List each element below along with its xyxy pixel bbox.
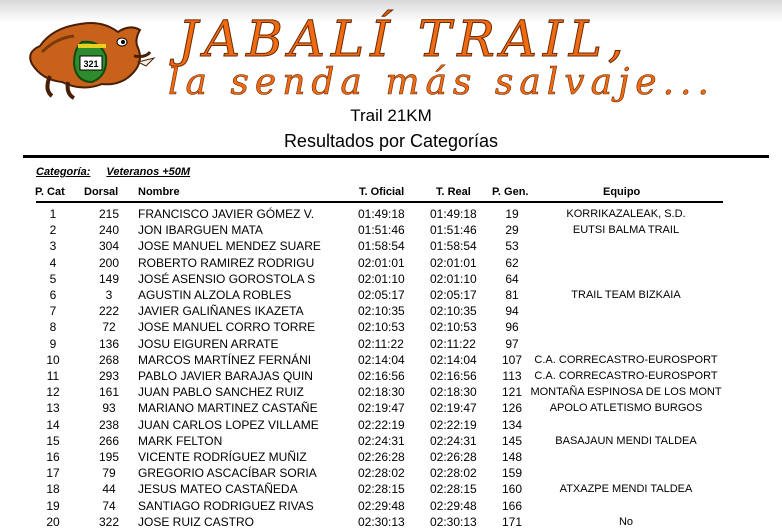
cell-treal: 01:51:46 — [430, 223, 477, 238]
cell-treal: 02:22:19 — [430, 417, 477, 432]
cell-dorsal: 79 — [102, 466, 116, 481]
cell-dorsal: 136 — [98, 336, 120, 351]
cell-toficial: 02:18:30 — [358, 385, 405, 400]
cell-nombre: FRANCISCO JAVIER GÓMEZ V. — [138, 207, 315, 221]
cell-pgen: 97 — [505, 336, 519, 351]
cell-pcat: 4 — [49, 255, 57, 270]
cell-toficial: 02:10:35 — [358, 304, 405, 319]
cell-toficial: 01:58:54 — [358, 239, 405, 254]
cell-treal: 02:18:30 — [430, 385, 477, 400]
cell-pcat: 15 — [46, 433, 60, 448]
header-divider — [23, 155, 769, 158]
table-row — [0, 417, 782, 433]
cell-pgen: 29 — [505, 223, 519, 238]
cell-pcat: 13 — [46, 401, 60, 416]
cell-nombre: JUAN PABLO SANCHEZ RUIZ — [138, 385, 304, 400]
cell-dorsal: 195 — [98, 450, 120, 464]
cell-dorsal: 149 — [98, 271, 120, 286]
cell-pcat: 18 — [46, 482, 60, 497]
column-header-equipo: Equipo — [603, 186, 641, 198]
boar-mascot-logo — [22, 12, 172, 102]
column-header-toficial: T. Oficial — [359, 186, 405, 198]
cell-toficial: 02:01:01 — [358, 255, 405, 270]
cell-pcat: 5 — [49, 271, 57, 286]
cell-treal: 02:10:35 — [430, 304, 477, 319]
mascot-bib-number: 321 — [83, 59, 99, 69]
cell-toficial: 02:14:04 — [358, 352, 405, 367]
event-title: Trail 21KM — [350, 106, 432, 125]
cell-nombre: JESUS MATEO CASTAÑEDA — [138, 482, 298, 497]
cell-equipo: KORRIKAZALEAK, S.D. — [566, 208, 686, 220]
cell-toficial: 02:29:48 — [358, 498, 405, 513]
cell-toficial: 02:16:56 — [358, 369, 405, 383]
table-header-divider — [36, 201, 723, 203]
table-row — [0, 255, 782, 271]
table-row — [0, 352, 782, 368]
cell-nombre: JON IBARGUEN MATA — [138, 223, 263, 238]
cell-dorsal: 44 — [102, 482, 116, 497]
cell-treal: 02:11:22 — [430, 336, 476, 351]
cell-pcat: 19 — [46, 498, 60, 513]
cell-pgen: 166 — [501, 498, 523, 513]
cell-pcat: 7 — [49, 304, 57, 319]
cell-treal: 02:10:53 — [430, 320, 477, 335]
cell-pgen: 113 — [502, 369, 522, 383]
table-row — [0, 481, 782, 497]
cell-pgen: 81 — [505, 288, 519, 302]
table-row — [0, 238, 782, 254]
cell-equipo: MONTAÑA ESPINOSA DE LOS MONT — [530, 386, 722, 399]
cell-dorsal: 72 — [102, 320, 116, 335]
table-row — [0, 498, 782, 514]
cell-dorsal: 293 — [98, 369, 120, 383]
cell-toficial: 02:24:31 — [358, 433, 405, 448]
cell-dorsal: 93 — [102, 401, 116, 416]
cell-pgen: 121 — [501, 385, 523, 400]
category-label: Categoría: — [36, 166, 91, 178]
cell-treal: 02:16:56 — [430, 369, 477, 383]
cell-nombre: MARK FELTON — [138, 433, 223, 448]
cell-pcat: 9 — [49, 336, 57, 351]
cell-treal: 02:19:47 — [430, 401, 477, 416]
page-subtitle: Resultados por Categorías — [283, 131, 499, 151]
cell-dorsal: 238 — [98, 417, 120, 432]
cell-nombre: ROBERTO RAMIREZ RODRIGU — [138, 255, 315, 270]
cell-toficial: 02:26:28 — [358, 450, 405, 464]
cell-pcat: 14 — [46, 417, 60, 432]
cell-pgen: 94 — [505, 304, 519, 319]
cell-treal: 02:30:13 — [430, 514, 477, 529]
cell-nombre: GREGORIO ASCACÍBAR SORIA — [138, 466, 317, 481]
cell-equipo: BASAJAUN MENDI TALDEA — [555, 434, 697, 447]
cell-dorsal: 74 — [102, 498, 116, 513]
cell-pgen: 148 — [501, 450, 523, 464]
cell-equipo: TRAIL TEAM BIZKAIA — [571, 289, 681, 301]
cell-nombre: JOSE MANUEL CORRO TORRE — [138, 320, 316, 335]
table-row — [0, 368, 782, 384]
table-row — [0, 206, 782, 222]
table-row — [0, 336, 782, 352]
cell-dorsal: 215 — [98, 207, 120, 221]
cell-pcat: 17 — [46, 466, 60, 481]
banner — [0, 0, 782, 110]
cell-treal: 01:49:18 — [430, 207, 477, 221]
cell-dorsal: 240 — [98, 223, 120, 238]
cell-pcat: 16 — [46, 450, 60, 464]
cell-nombre: JOSÉ ASENSIO GOROSTOLA S — [138, 271, 316, 286]
cell-nombre: JOSU EIGUREN ARRATE — [138, 336, 279, 351]
cell-pgen: 126 — [501, 401, 523, 416]
cell-nombre: JAVIER GALIÑANES IKAZETA — [138, 304, 304, 319]
cell-dorsal: 304 — [98, 239, 120, 254]
cell-toficial: 01:49:18 — [358, 207, 405, 221]
cell-pcat: 10 — [46, 352, 60, 367]
cell-equipo: C.A. CORRECASTRO-EUROSPORT — [534, 353, 718, 366]
cell-treal: 02:14:04 — [430, 352, 477, 367]
cell-pgen: 171 — [501, 514, 523, 529]
cell-toficial: 02:30:13 — [358, 514, 405, 529]
table-row — [0, 287, 782, 303]
cell-toficial: 02:28:02 — [358, 466, 405, 481]
cell-dorsal: 268 — [98, 352, 120, 367]
table-row — [0, 384, 782, 400]
cell-toficial: 02:19:47 — [358, 401, 405, 416]
table-row — [0, 400, 782, 416]
cell-pgen: 62 — [505, 255, 519, 270]
cell-pcat: 20 — [46, 514, 60, 529]
cell-nombre: MARCOS MARTÍNEZ FERNÁNI — [138, 352, 312, 367]
cell-treal: 02:01:01 — [430, 255, 477, 270]
cell-nombre: PABLO JAVIER BARAJAS QUIN — [138, 369, 313, 383]
cell-nombre: JUAN CARLOS LOPEZ VILLAME — [138, 417, 319, 432]
cell-equipo: ATXAZPE MENDI TALDEA — [559, 483, 693, 496]
cell-pgen: 64 — [505, 271, 519, 286]
cell-pcat: 12 — [46, 385, 60, 400]
cell-treal: 02:01:10 — [430, 271, 477, 286]
cell-nombre: VICENTE RODRÍGUEZ MUÑIZ — [138, 450, 307, 464]
cell-dorsal: 161 — [98, 385, 120, 400]
cell-nombre: JOSE MANUEL MENDEZ SUARE — [138, 239, 321, 254]
table-row — [0, 271, 782, 287]
table-row — [0, 319, 782, 335]
cell-equipo: C.A. CORRECASTRO-EUROSPORT — [534, 370, 718, 382]
cell-treal: 02:05:17 — [430, 288, 477, 302]
table-row — [0, 222, 782, 238]
cell-pcat: 1 — [49, 207, 57, 221]
column-header-pgen: P. Gen. — [492, 186, 529, 198]
cell-equipo: No — [618, 515, 634, 528]
cell-toficial: 02:05:17 — [358, 288, 405, 302]
cell-pgen: 107 — [501, 352, 523, 367]
category-line — [36, 166, 190, 178]
cell-pcat: 6 — [49, 288, 57, 302]
cell-treal: 02:28:02 — [430, 466, 477, 481]
cell-dorsal: 3 — [105, 288, 113, 302]
column-header-nombre: Nombre — [138, 186, 180, 198]
cell-toficial: 02:11:22 — [358, 336, 404, 351]
cell-dorsal: 222 — [98, 304, 120, 319]
cell-nombre: MARIANO MARTINEZ CASTAÑE — [138, 401, 318, 416]
cell-dorsal: 200 — [98, 255, 120, 270]
cell-treal: 01:58:54 — [430, 239, 477, 254]
cell-pgen: 145 — [501, 433, 523, 448]
table-row — [0, 449, 782, 465]
column-header-dorsal: Dorsal — [84, 186, 119, 198]
cell-nombre: AGUSTIN ALZOLA ROBLES — [138, 288, 292, 302]
cell-pgen: 96 — [505, 320, 519, 335]
table-row — [0, 465, 782, 481]
cell-toficial: 02:10:53 — [358, 320, 405, 335]
cell-equipo: APOLO ATLETISMO BURGOS — [549, 402, 703, 415]
cell-toficial: 02:28:15 — [358, 482, 405, 497]
cell-treal: 02:29:48 — [430, 498, 477, 513]
cell-pcat: 11 — [46, 369, 60, 383]
table-row — [0, 514, 782, 530]
brand-subtitle: la senda más salvaje... — [168, 62, 715, 103]
table-row — [0, 433, 782, 449]
cell-pgen: 159 — [501, 466, 523, 481]
cell-pgen: 134 — [501, 417, 523, 432]
cell-pcat: 2 — [49, 223, 57, 238]
cell-toficial: 02:01:10 — [358, 271, 405, 286]
brand-title: JABALÍ TRAIL, — [178, 10, 630, 68]
cell-pcat: 3 — [49, 239, 57, 254]
cell-nombre: SANTIAGO RODRIGUEZ RIVAS — [138, 498, 314, 513]
cell-treal: 02:28:15 — [430, 482, 477, 497]
cell-toficial: 01:51:46 — [358, 223, 405, 238]
column-header-treal: T. Real — [436, 186, 471, 198]
table-row — [0, 303, 782, 319]
cell-treal: 02:26:28 — [430, 450, 477, 464]
cell-toficial: 02:22:19 — [358, 417, 405, 432]
cell-equipo: EUTSI BALMA TRAIL — [572, 224, 680, 237]
cell-dorsal: 266 — [98, 433, 120, 448]
cell-pgen: 53 — [505, 239, 519, 254]
category-value: Veteranos +50M — [106, 166, 191, 178]
cell-pcat: 8 — [49, 320, 57, 335]
cell-dorsal: 322 — [98, 514, 120, 529]
cell-treal: 02:24:31 — [430, 433, 477, 448]
cell-pgen: 160 — [501, 482, 523, 497]
cell-nombre: JOSE RUIZ CASTRO — [138, 514, 255, 529]
cell-pgen: 19 — [505, 207, 519, 221]
column-header-pcat: P. Cat — [35, 186, 65, 198]
